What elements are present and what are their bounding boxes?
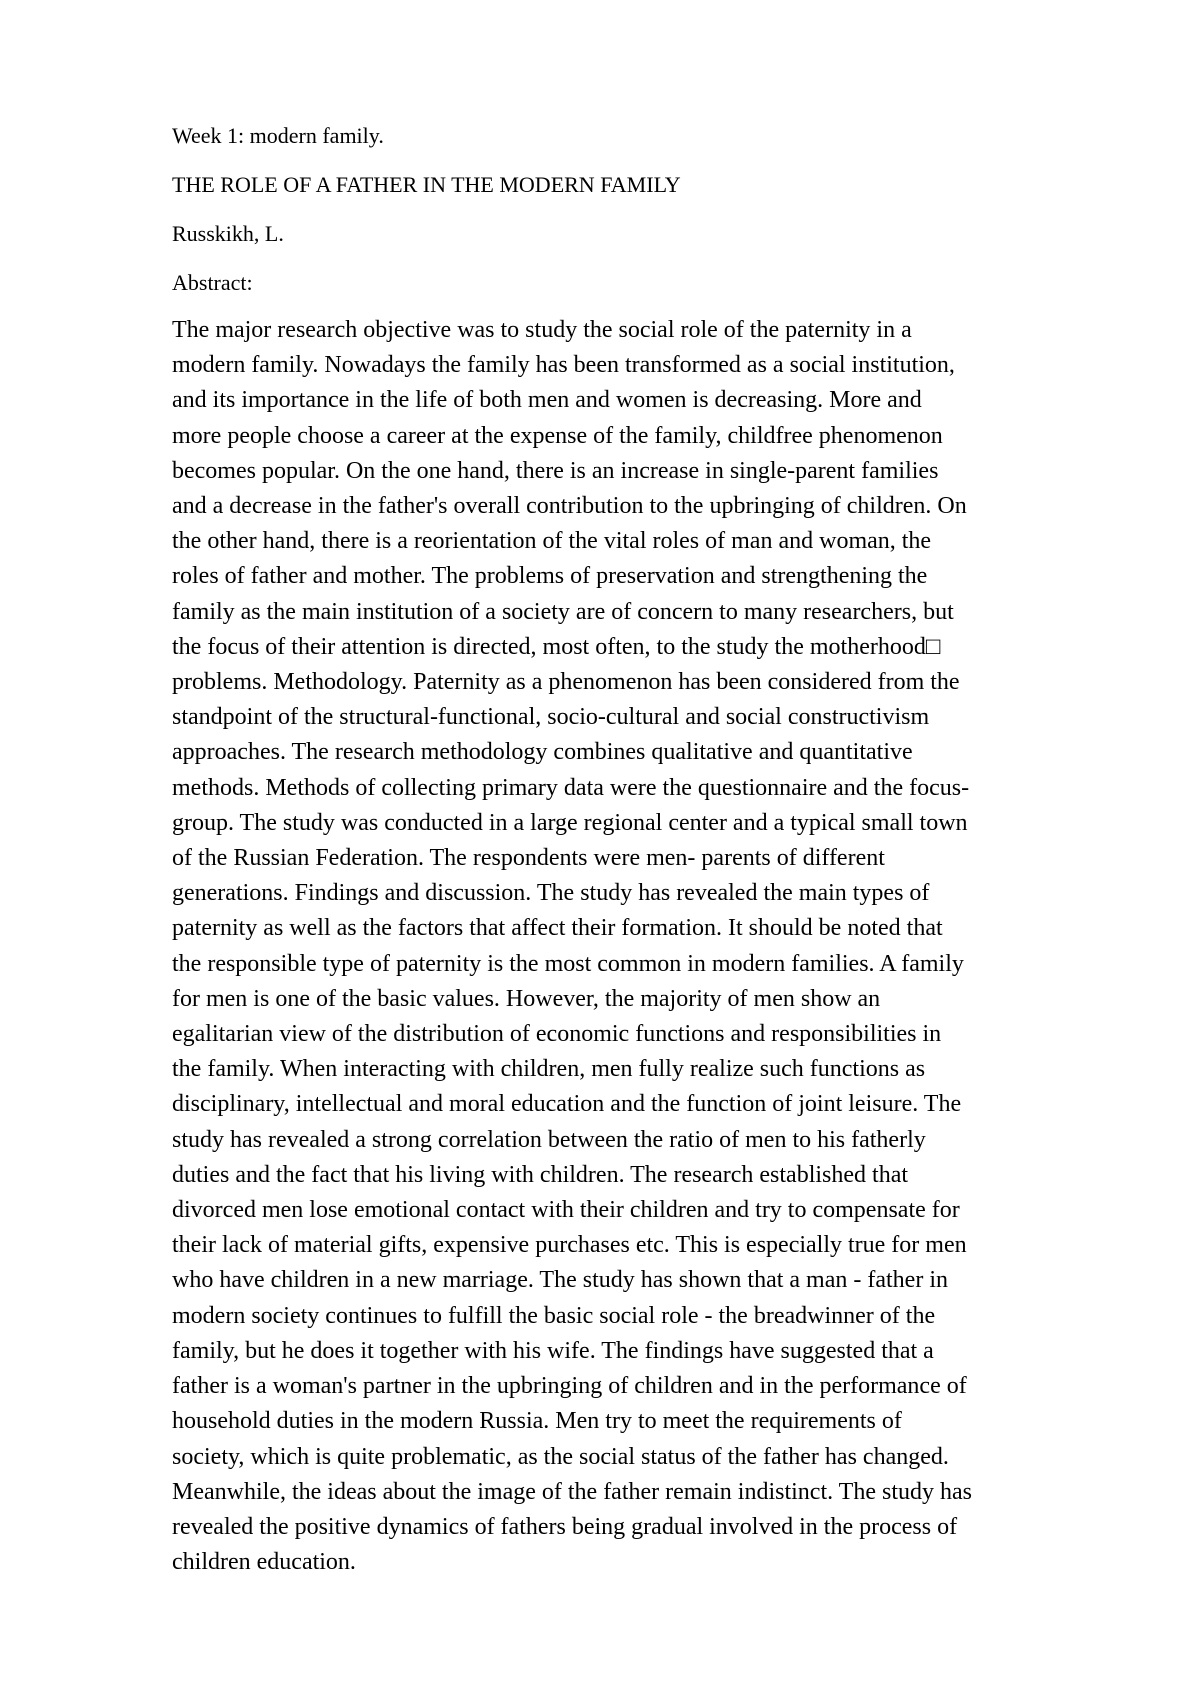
abstract-line: study has revealed a strong correlation between the ratio of men to his fatherly xyxy=(172,1126,926,1153)
abstract-line: their lack of material gifts, expensive purchases etc. This is especially true for men xyxy=(172,1232,967,1259)
abstract-line: Meanwhile, the ideas about the image of the father remain indistinct. The study has xyxy=(172,1478,972,1505)
abstract-line: disciplinary, intellectual and moral education and the function of joint leisure. The xyxy=(172,1091,962,1118)
abstract-body xyxy=(172,313,1132,1580)
abstract-line: and its importance in the life of both men and women is decreasing. More and xyxy=(172,387,922,414)
abstract-line: family, but he does it together with his wife. The findings have suggested that a xyxy=(172,1337,934,1364)
week-heading: Week 1: modern family. xyxy=(172,123,384,148)
abstract-line: household duties in the modern Russia. Men try to meet the requirements of xyxy=(172,1408,902,1435)
paper-author: Russkikh, L. xyxy=(172,221,284,246)
abstract-line: the responsible type of paternity is the most common in modern families. A family xyxy=(172,950,964,977)
abstract-line: the focus of their attention is directed, most often, to the study the motherhood□ xyxy=(172,633,941,660)
abstract-label: Abstract: xyxy=(172,270,253,295)
abstract-line: becomes popular. On the one hand, there is an increase in single-parent families xyxy=(172,457,939,484)
abstract-line: of the Russian Federation. The respondents were men- parents of different xyxy=(172,845,885,872)
abstract-line: approaches. The research methodology combines qualitative and quantitative xyxy=(172,739,913,766)
document-content xyxy=(172,118,1132,1580)
abstract-line: modern family. Nowadays the family has been transformed as a social institution, xyxy=(172,352,955,379)
abstract-line: and a decrease in the father's overall contribution to the upbringing of children. On xyxy=(172,493,967,520)
abstract-line: who have children in a new marriage. The study has shown that a man - father in xyxy=(172,1267,948,1294)
abstract-line: divorced men lose emotional contact with their children and try to compensate for xyxy=(172,1197,960,1224)
abstract-line: father is a woman's partner in the upbringing of children and in the performance of xyxy=(172,1373,967,1400)
abstract-line: the family. When interacting with children, men fully realize such functions as xyxy=(172,1056,926,1083)
abstract-line: methods. Methods of collecting primary data were the questionnaire and the focus- xyxy=(172,774,970,801)
abstract-line: children education. xyxy=(172,1549,356,1576)
abstract-line: problems. Methodology. Paternity as a phenomenon has been considered from the xyxy=(172,669,960,696)
abstract-line: the other hand, there is a reorientation of the vital roles of man and woman, the xyxy=(172,528,932,555)
abstract-line: family as the main institution of a society are of concern to many researchers, but xyxy=(172,598,954,625)
abstract-line: paternity as well as the factors that affect their formation. It should be noted that xyxy=(172,915,943,942)
abstract-line: for men is one of the basic values. However, the majority of men show an xyxy=(172,985,881,1012)
abstract-line: standpoint of the structural-functional, socio-cultural and social constructivism xyxy=(172,704,930,731)
abstract-line: modern society continues to fulfill the basic social role - the breadwinner of the xyxy=(172,1302,936,1329)
abstract-line: society, which is quite problematic, as the social status of the father has changed. xyxy=(172,1443,949,1470)
abstract-line: more people choose a career at the expense of the family, childfree phenomenon xyxy=(172,422,943,449)
abstract-line: duties and the fact that his living with children. The research established that xyxy=(172,1161,909,1188)
abstract-line: The major research objective was to study the social role of the paternity in a xyxy=(172,317,912,343)
abstract-line: revealed the positive dynamics of fathers being gradual involved in the process of xyxy=(172,1513,958,1540)
abstract-line: generations. Findings and discussion. The study has revealed the main types of xyxy=(172,880,930,907)
abstract-line: egalitarian view of the distribution of economic functions and responsibilities in xyxy=(172,1021,942,1048)
paper-title: THE ROLE OF A FATHER IN THE MODERN FAMILY xyxy=(172,172,681,197)
abstract-line: roles of father and mother. The problems of preservation and strengthening the xyxy=(172,563,928,590)
abstract-line: group. The study was conducted in a large regional center and a typical small town xyxy=(172,809,968,836)
